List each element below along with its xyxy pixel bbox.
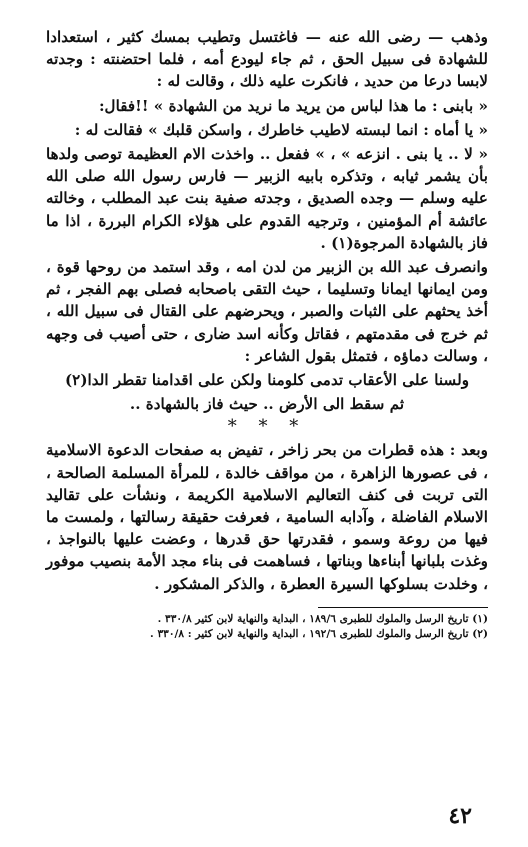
closing-line: ثم سقط الى الأرض .. حيث فاز بالشهادة .. (129, 395, 405, 414)
paragraph-4: « لا .. يا بنى . انزعه » ، » ففعل .. واخذت الام العظيمة توصى ولدها بأن يشمر ثيابه ، وتذكره بابيه الزبير — فارس رسول الله صلى الله عليه وسلم — وجده الصديق ، وجدته صفية بنت عبد المطلب ، وخالته عائشة أم المؤمنين ، وترجيه القدوم على هؤلاء الكرام البررة ، اذا ما فاز بالشهادة المرجوة(١) . (46, 145, 488, 252)
page-number: ٤٢ (448, 803, 472, 829)
footnote-2: (٢) تاريخ الرسل والملوك للطبرى ١٩٢/٦ ، البداية والنهاية لابن كثير : ٣٣٠/٨ . (150, 627, 488, 640)
paragraph-1: وذهب — رضى الله عنه — فاغتسل وتطيب بمسك كثير ، استعدادا للشهادة فى سبيل الحق ، ثم جاء ليودع أمه ، فلما احتضنته : وجدته لابسا درعا من حديد ، فانكرت عليه ذلك ، وقالت له : (46, 28, 488, 91)
footnote-1: (١) تاريخ الرسل والملوك للطبرى ١٨٩/٦ ، البداية والنهاية لابن كثير ٣٣٠/٨ . (157, 612, 488, 625)
final-paragraph: وبعد : هذه قطرات من بحر زاخر ، تفيض به صفحات الدعوة الاسلامية ، فى عصورها الزاهرة ، من مواقف خالدة ، للمرأة المسلمة الصالحة ، التى تربت فى كنف التعاليم الاسلامية الكريمة ، ونشأت على تقاليد الاسلام الفاضلة ، وآدابه السامية ، فعرفت حقيقة رسالتها ، ولمست ما فيها من روعة وسمو ، فقدرتها حق قدرها ، وعضت عليها بالنواجذ ، وغذت بلبانها أبناءها وبناتها ، فساهمت فى بناء مجد الأمة بنصيب موفور ، وخلدت بسلوكها السيرة العطرة ، والذكر المشكور . (46, 441, 488, 593)
footnote-divider (318, 607, 488, 608)
section-separator: * * * (227, 416, 307, 438)
paragraph-3: « يا أماه : انما لبسته لاطيب خاطرك ، واسكن قلبك » فقالت له : (74, 120, 488, 139)
poetry-verse: ولسنا على الأعقاب تدمى كلومنا ولكن على اقدامنا تقطر الدا(٢) (64, 371, 470, 390)
paragraph-2: « بابنى : ما هذا لباس من يريد ما نريد من الشهادة » !!فقال: (98, 96, 488, 115)
paragraph-5: وانصرف عبد الله بن الزبير من لدن امه ، وقد استمد من روحها قوة ، ومن ايمانها ايمانا وتسليما ، حيث التقى باصحابه فصلى بهم الفجر ، ثم أخذ يحثهم على الثبات والصبر ، ويحرضهم على القتال فى سبيل الله ، ثم خرج فى مقدمتهم ، فقاتل وكأنه اسد ضارى ، حتى أصيب فى وجهه ، وسالت دماؤه ، فتمثل بقول الشاعر : (46, 258, 488, 365)
